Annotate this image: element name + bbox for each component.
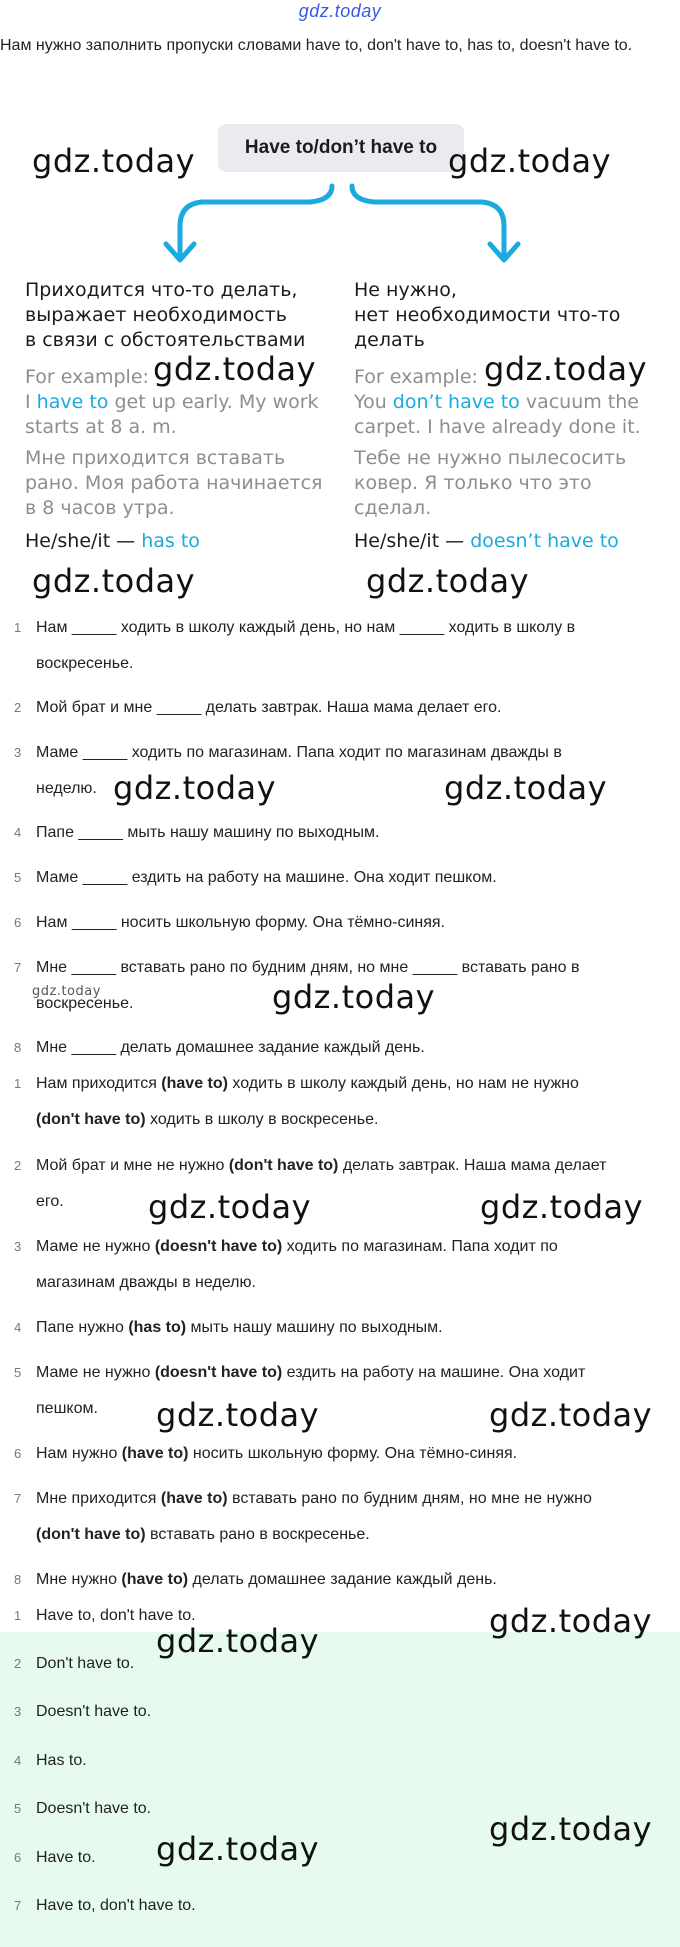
watermark: gdz.today xyxy=(32,984,101,999)
example: For example: I have to get up early. My work starts at 8 a. m. xyxy=(25,366,319,438)
rule-column-have-to xyxy=(25,278,345,554)
watermark: gdz.today xyxy=(156,1622,320,1660)
third-person-form: He/she/it — has to xyxy=(25,530,200,552)
watermark: gdz.today xyxy=(444,769,608,807)
watermark: gdz.today xyxy=(489,1810,653,1848)
rule-heading: Приходится что-то делать, выражает необходимость в связи с обстоятельствами xyxy=(25,279,306,351)
rule-heading: Не нужно, нет необходимости что-то делать xyxy=(354,279,621,351)
watermark: gdz.today xyxy=(148,1188,312,1226)
highlight-form: have to xyxy=(36,391,109,413)
example: For example: You don’t have to vacuum the carpet. I have already done it. xyxy=(354,366,641,438)
watermark: gdz.today xyxy=(448,142,612,180)
branch-arrows-icon xyxy=(150,178,530,268)
highlight-form: don’t have to xyxy=(392,391,520,413)
watermark: gdz.today xyxy=(156,1830,320,1868)
rule-column-dont-have-to xyxy=(354,278,674,554)
third-person-form: He/she/it — doesn’t have to xyxy=(354,530,619,552)
example-translation: Тебе не нужно пылесосить ковер. Я только что это сделал. xyxy=(354,447,627,519)
watermark: gdz.today xyxy=(113,769,277,807)
watermark: gdz.today xyxy=(480,1188,644,1226)
watermark: gdz.today xyxy=(272,978,436,1016)
task-intro: Нам нужно заполнить пропуски словами have to, don't have to, has to, doesn't have to. xyxy=(0,37,633,54)
rule-title: Have to/don’t have to xyxy=(218,124,464,172)
watermark: gdz.today xyxy=(153,350,317,388)
watermark: gdz.today xyxy=(156,1396,320,1434)
watermark: gdz.today xyxy=(489,1602,653,1640)
site-logo[interactable]: gdz.today xyxy=(298,1,382,21)
watermark: gdz.today xyxy=(484,350,648,388)
watermark: gdz.today xyxy=(366,562,530,600)
watermark: gdz.today xyxy=(32,142,196,180)
watermark: gdz.today xyxy=(489,1396,653,1434)
example-translation: Мне приходится вставать рано. Моя работа начинается в 8 часов утра. xyxy=(25,447,323,519)
watermark: gdz.today xyxy=(32,562,196,600)
